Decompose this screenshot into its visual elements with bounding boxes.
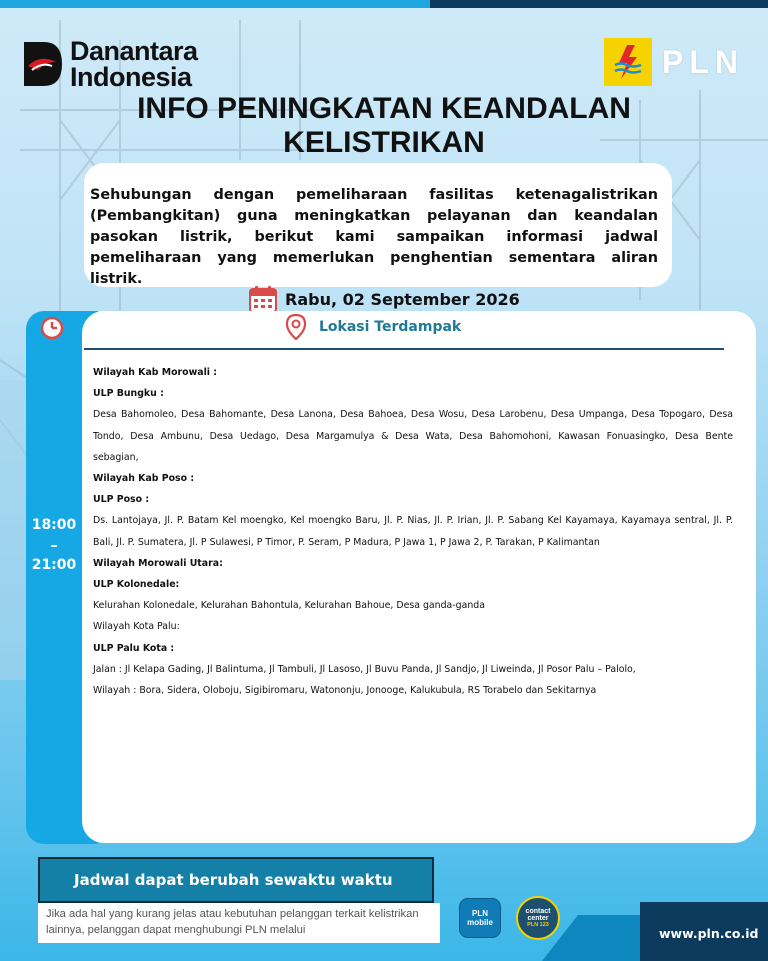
affected-areas-list (93, 362, 733, 701)
schedule-date (249, 285, 520, 313)
pln-mobile-label1: PLN (472, 909, 488, 918)
danantara-logo-line2: Indonesia (70, 62, 192, 92)
ulp-heading: ULP Kolonedale: (93, 579, 180, 591)
schedule-date-text: Rabu, 02 September 2026 (285, 289, 520, 309)
location-heading (285, 314, 461, 340)
location-pin-icon (285, 314, 307, 340)
area-line: Ds. Lantojaya, Jl. P. Batam Kel moengko, Kel moengko Baru, Jl. P. Nias, Jl. P. Irian, Jl. P. Sabang Kel Kayamaya, Kayamaya sentral, Jl. P. (93, 515, 733, 527)
intro-card (84, 163, 672, 287)
contact-center-label2: center (527, 914, 549, 922)
top-stripe-accent (430, 0, 768, 8)
region-heading: Wilayah Morowali Utara: (93, 557, 223, 569)
schedule-notice-text: Jadwal dapat berubah sewaktu waktu (74, 871, 393, 889)
area-line: Tondo, Desa Ambunu, Desa Uedago, Desa Margamulya & Desa Wata, Desa Bahomohoni, Kawasan Fonuasingko, Desa Bente (93, 430, 733, 442)
clock-icon (40, 316, 64, 340)
location-heading-text: Lokasi Terdampak (319, 319, 462, 335)
page-title-line1: INFO PENINGKATAN KEANDALAN (137, 92, 631, 125)
danantara-logo (22, 38, 198, 90)
pln-mobile-label2: mobile (467, 918, 493, 927)
contact-center-label1: contact (525, 907, 551, 915)
ulp-heading: ULP Palu Kota : (93, 642, 175, 654)
contact-text-line2: lainnya, pelanggan dapat menghubungi PLN melalui (46, 924, 306, 936)
area-line: sebagian, (93, 451, 139, 463)
area-line: Desa Bahomoleo, Desa Bahomante, Desa Lanona, Desa Bahoea, Desa Wosu, Desa Larobenu, Desa Umpanga, Desa Topogaro, Desa (93, 409, 733, 421)
website-link[interactable]: www.pln.co.id (659, 926, 759, 941)
danantara-mark-icon (22, 40, 62, 88)
page-title-line2: KELISTRIKAN (283, 126, 485, 159)
area-line: Kelurahan Kolonedale, Kelurahan Bahontula, Kelurahan Bahoue, Desa ganda-ganda (93, 600, 485, 612)
pln-mark-icon (604, 38, 652, 86)
pln-logo (604, 38, 744, 86)
area-line: Jalan : Jl Kelapa Gading, Jl Balintuma, Jl Tambuli, Jl Lasoso, Jl Buvu Panda, Jl Sandjo, Jl Liweinda, Jl Posor Palu – Palolo, (93, 663, 636, 675)
pln-mobile-app-icon[interactable] (459, 898, 501, 938)
danantara-logo-line1: Danantara (70, 36, 198, 66)
calendar-icon (249, 285, 277, 313)
ulp-heading: ULP Poso : (93, 494, 150, 506)
ulp-heading: ULP Bungku : (93, 388, 164, 400)
time-start: 18:00 (31, 517, 77, 533)
region-heading: Wilayah Kab Poso : (93, 473, 195, 485)
pln-logo-text: PLN (662, 43, 744, 80)
contact-center-icon[interactable] (516, 896, 560, 940)
schedule-notice (38, 857, 434, 903)
region-heading: Wilayah Kab Morowali : (93, 367, 218, 378)
time-end: 21:00 (31, 557, 77, 573)
region-heading: Wilayah Kota Palu: (93, 621, 180, 633)
contact-info (38, 903, 440, 943)
area-line: Wilayah : Bora, Sidera, Oloboju, Sigibiromaru, Watononju, Jonooge, Kalukubula, RS Torabelo dan Sekitarnya (93, 685, 597, 697)
intro-text: Sehubungan dengan pemeliharaan fasilitas ketenagalistrikan (Pembangkitan) guna meningkatkan pelayanan dan keandalan pasokan listrik, berikut kami sampaikan informasi jadwal pemeliharaan yang memerlukan penghentian sementara aliran listrik. (90, 187, 658, 287)
time-separator: – (50, 538, 58, 554)
location-divider (84, 348, 724, 350)
contact-center-label3: PLN 123 (527, 921, 549, 928)
area-line: Bali, Jl. P. Sumatera, Jl. P Sulawesi, P Timor, P. Seram, P Madura, P Jawa 1, P Jawa 2, P. Tarakan, P Kalimantan (93, 536, 600, 548)
contact-text-line1: Jika ada hal yang kurang jelas atau kebutuhan pelanggan terkait kelistrikan (46, 908, 419, 920)
